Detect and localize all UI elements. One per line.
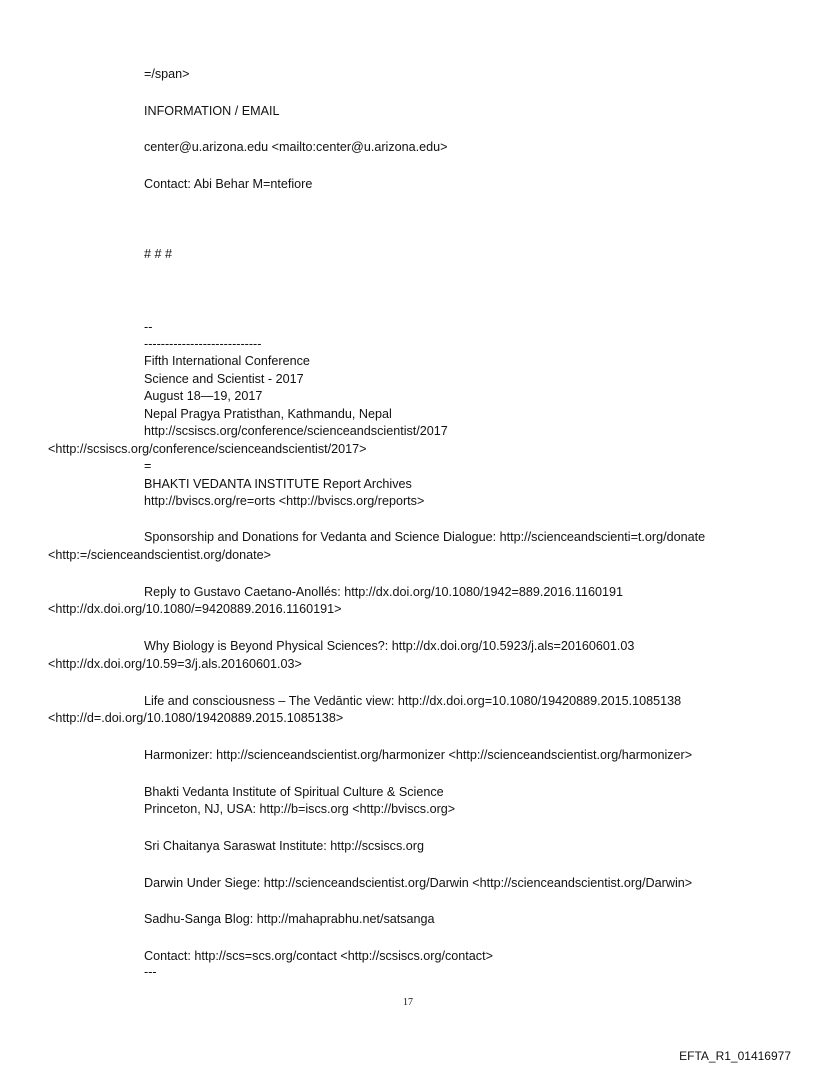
biology-line: Why Biology is Beyond Physical Sciences?: http://dx.doi.org/10.5923/j.als=20160601.03 — [144, 639, 635, 653]
page-number: 17 — [403, 997, 413, 1008]
conference-subtitle: Science and Scientist - 2017 — [144, 372, 304, 386]
contact-url-line: Contact: http://scs=scs.org/contact <http://scsiscs.org/contact> — [144, 949, 493, 963]
conference-title: Fifth International Conference — [144, 354, 310, 368]
text-line: =/span> — [144, 67, 190, 81]
consciousness-line-wrapped: <http://d=.doi.org/10.1080/19420889.2015.1085138> — [48, 711, 344, 725]
section-heading: INFORMATION / EMAIL — [144, 104, 280, 118]
donations-line: Sponsorship and Donations for Vedanta and Science Dialogue: http://scienceandscienti=t.org/donate — [144, 530, 706, 544]
signature-dashes: -- — [144, 320, 153, 334]
conference-url-wrapped: <http://scsiscs.org/conference/scienceandscientist/2017> — [48, 442, 367, 456]
closing-dashes: --- — [144, 965, 157, 979]
institute-location: Princeton, NJ, USA: http://b=iscs.org <http://bviscs.org> — [144, 802, 456, 816]
donations-line-wrapped: <http:=/scienceandscientist.org/donate> — [48, 548, 271, 562]
harmonizer-line: Harmonizer: http://scienceandscientist.org/harmonizer <http://scienceandscientist.org/harmonizer> — [144, 748, 693, 762]
text-line: = — [144, 459, 152, 473]
reply-line-wrapped: <http://dx.doi.org/10.1080/=9420889.2016.1160191> — [48, 602, 342, 616]
saraswat-line: Sri Chaitanya Saraswat Institute: http://scsiscs.org — [144, 839, 424, 853]
institute-name: Bhakti Vedanta Institute of Spiritual Culture & Science — [144, 785, 444, 799]
bates-number: EFTA_R1_01416977 — [679, 1049, 791, 1063]
darwin-line: Darwin Under Siege: http://scienceandscientist.org/Darwin <http://scienceandscientist.org/Darwin> — [144, 876, 693, 890]
separator-marks: # # # — [144, 247, 173, 261]
email-line: center@u.arizona.edu <mailto:center@u.arizona.edu> — [144, 140, 448, 154]
blog-line: Sadhu-Sanga Blog: http://mahaprabhu.net/satsanga — [144, 912, 435, 926]
consciousness-line: Life and consciousness – The Vedāntic view: http://dx.doi.org=10.1080/19420889.2015.1085138 — [144, 694, 682, 708]
archives-url: http://bviscs.org/re=orts <http://bviscs.org/reports> — [144, 494, 425, 508]
reply-line: Reply to Gustavo Caetano-Anollés: http://dx.doi.org/10.1080/1942=889.2016.1160191 — [144, 585, 624, 599]
contact-line: Contact: Abi Behar M=ntefiore — [144, 177, 313, 191]
archives-title: BHAKTI VEDANTA INSTITUTE Report Archives — [144, 477, 412, 491]
conference-venue: Nepal Pragya Pratisthan, Kathmandu, Nepal — [144, 407, 392, 421]
signature-rule: ---------------------------- — [144, 337, 262, 351]
conference-dates: August 18—19, 2017 — [144, 389, 263, 403]
biology-line-wrapped: <http://dx.doi.org/10.59=3/j.als.20160601.03> — [48, 657, 302, 671]
conference-url: http://scsiscs.org/conference/scienceandscientist/2017 — [144, 424, 448, 438]
